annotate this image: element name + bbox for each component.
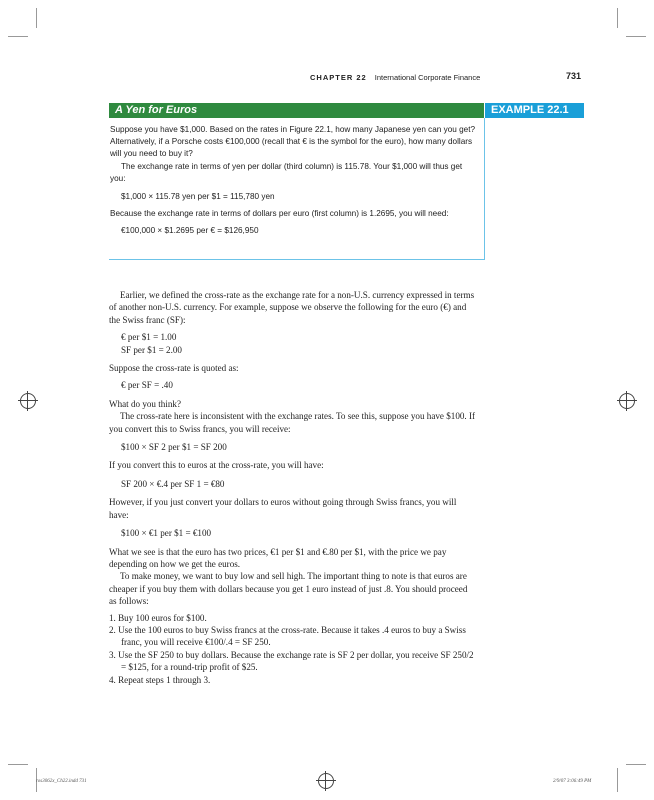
example-paragraph: Because the exchange rate in terms of dollars per euro (first column) is 1.2695, you will need: [110,209,449,219]
registration-mark-icon [20,393,36,409]
equation: € per $1 = 1.00 [121,332,177,343]
crop-mark [8,764,28,765]
equation: SF 200 × €.4 per SF 1 = €80 [121,478,225,489]
example-box-rule [109,259,485,260]
list-item: 1. Buy 100 euros for $100. [109,612,207,623]
paragraph: Earlier, we defined the cross-rate as the exchange rate for a non-U.S. currency expressed in terms of another non-U.S. currency. For example, suppose we observe the following for the euro (€) and the Swiss franc (SF): [109,290,475,325]
paragraph: What we see is that the euro has two prices, €1 per $1 and €.80 per $1, with the price we pay depending on how we get the euros. [109,546,447,569]
equation: $100 × €1 per $1 = €100 [121,528,212,539]
registration-mark-icon [619,393,635,409]
footer-timestamp: 2/9/07 3:06:49 PM [553,779,592,784]
chapter-title: International Corporate Finance [374,73,481,82]
example-paragraph: The exchange rate in terms of yen per dollar (third column) is 115.78. Your $1,000 will thus get you: [110,161,463,183]
example-label [485,103,584,118]
main-text [109,289,475,686]
example-equation: $1,000 × 115.78 yen per $1 = 115,780 yen [121,192,275,202]
page-number: 731 [566,71,582,81]
crop-mark [36,8,37,28]
example-label-text: EXAMPLE 22.1 [491,104,569,116]
example-paragraph: Suppose you have $1,000. Based on the rates in Figure 22.1, how many Japanese yen can you get? Alternatively, if a Porsche costs €100,000 (recall that € is the symbol for the euro), how many dollars will you need to buy it? [110,125,476,159]
equation: $100 × SF 2 per $1 = SF 200 [121,442,227,453]
paragraph: What do you think? [109,398,181,409]
chapter-label: CHAPTER 22 [310,73,367,82]
footer-file-slug: ros3062x_Ch22.indd 731 [36,779,87,784]
running-header [310,73,480,82]
crop-mark [626,764,646,765]
example-box-rule [484,118,485,260]
list-item: 2. Use the 100 euros to buy Swiss francs at the cross-rate. Because it takes .4 euros to buy a Swiss franc, you will receive €100/.4 = SF 250. [109,624,466,648]
example-equation: €100,000 × $1.2695 per € = $126,950 [121,226,259,236]
crop-mark [617,768,618,792]
steps-list [109,612,475,686]
example-title-bar [109,103,484,118]
paragraph: If you convert this to euros at the cross-rate, you will have: [109,460,324,471]
registration-mark-icon [318,773,334,789]
example-title: A Yen for Euros [115,104,198,116]
example-body [110,124,476,238]
list-item: 4. Repeat steps 1 through 3. [109,674,211,685]
paragraph: The cross-rate here is inconsistent with the exchange rates. To see this, suppose you have $100. If you convert this to Swiss francs, you will receive: [109,411,476,434]
paragraph: However, if you just convert your dollars to euros without going through Swiss francs, you will have: [109,497,457,520]
paragraph: To make money, we want to buy low and sell high. The important thing to note is that euros are cheaper if you buy them with dollars because you get 1 euro instead of just .8. You should proceed as follows: [109,571,468,607]
list-item: 3. Use the SF 250 to buy dollars. Because the exchange rate is SF 2 per dollar, you receive SF 250/2 = $125, for a round-trip profit of $25. [109,649,474,673]
crop-mark [8,36,28,37]
paragraph: Suppose the cross-rate is quoted as: [109,363,239,374]
equation: € per SF = .40 [121,380,173,391]
crop-mark [626,36,646,37]
equation: SF per $1 = 2.00 [121,344,182,355]
crop-mark [617,8,618,28]
